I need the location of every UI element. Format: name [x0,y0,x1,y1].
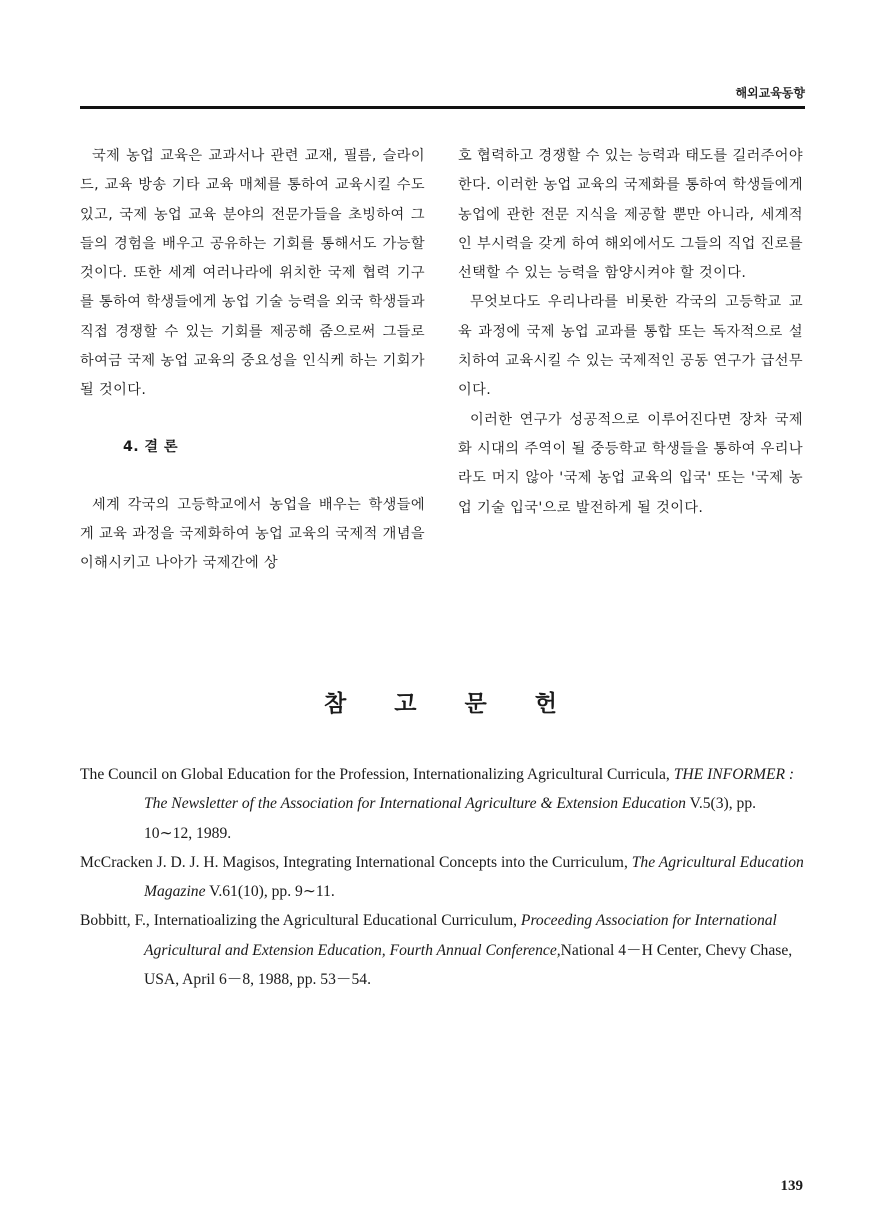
reference-source-title: The Agricultural Education Magazine [144,853,804,901]
left-column [80,142,425,579]
body-paragraph: 호 협력하고 경쟁할 수 있는 능력과 태도를 길러주어야 한다. 이러한 농업 교육의 국제화를 통하여 학생들에게 농업에 관한 전문 지식을 제공할 뿐만 아니라, 세계적인 부시력을 갖게 하여 해외에서도 그들의 직업 진로를 선택할 수 있는 능력을 함양시켜야 할 것이다. [458,148,803,282]
reference-details: V.5(3), pp. 10∼12, 1989. [144,795,757,842]
reference-details: V.61(10), pp. 9∼11. [205,883,335,901]
references-title: 참 고 문 헌 [324,691,577,717]
body-paragraph: 세계 각국의 고등학교에서 농업을 배우는 학생들에게 교육 과정을 국제화하여 농업 교육의 국제적 개념을 이해시키고 나아가 국제간에 상 [80,496,425,572]
right-column [458,142,803,523]
body-paragraph: 무엇보다도 우리나라를 비롯한 각국의 고등학교 교육 과정에 국제 농업 교과를 통합 또는 독자적으로 설치하여 교육시킬 수 있는 국제적인 공동 연구가 급선무이다. [458,294,803,399]
reference-item [80,848,805,907]
reference-source-title: THE INFORMER : The Newsletter of the Association for International Agriculture & Extension Education [144,766,795,813]
reference-details: National 4－H Center, Chevy Chase, USA, April 6－8, 1988, pp. 53－54. [144,941,793,989]
reference-list [80,760,805,994]
body-paragraph: 국제 농업 교육은 교과서나 관련 교재, 필름, 슬라이드, 교육 방송 기타 교육 매체를 통하여 교육시킬 수도 있고, 국제 농업 교육 분야의 전문가들을 초빙하여 그들의 경험을 배우고 공유하는 기회를 통해서도 가능할 것이다. 또한 세계 여러나라에 위치한 국제 협력 기구를 통하여 학생들에게 농업 기술 능력을 외국 학생들과 직접 경쟁할 수 있는 기회를 제공해 줌으로써 그들로 하여금 국제 농업 교육의 중요성을 인식케 하는 기회가 될 것이다. [80,148,425,399]
section-heading-conclusion: 4. 결 론 [123,438,178,455]
reference-source-title: Proceeding Association for International Agricultural and Extension Education, Fourth Annual Conference, [144,912,777,959]
page-number: 139 [780,1178,803,1194]
body-paragraph: 이러한 연구가 성공적으로 이루어진다면 장차 국제화 시대의 주역이 될 중등학교 학생들을 통하여 우리나라도 머지 않아 '국제 농업 교육의 입국' 또는 '국제 농업 기술 입국'으로 발전하게 될 것이다. [458,411,803,516]
reference-item [80,760,805,848]
reference-text: McCracken J. D. J. H. Magisos, Integrating International Concepts into the Curriculum, [80,853,632,871]
reference-text: Bobbitt, F., Internatioalizing the Agricultural Educational Curriculum, [80,912,521,930]
header-divider [80,106,805,109]
section-label: 해외교육동향 [735,86,805,100]
reference-item [80,906,805,994]
reference-text: The Council on Global Education for the Profession, Internationalizing Agricultural Curricula, [80,766,674,783]
